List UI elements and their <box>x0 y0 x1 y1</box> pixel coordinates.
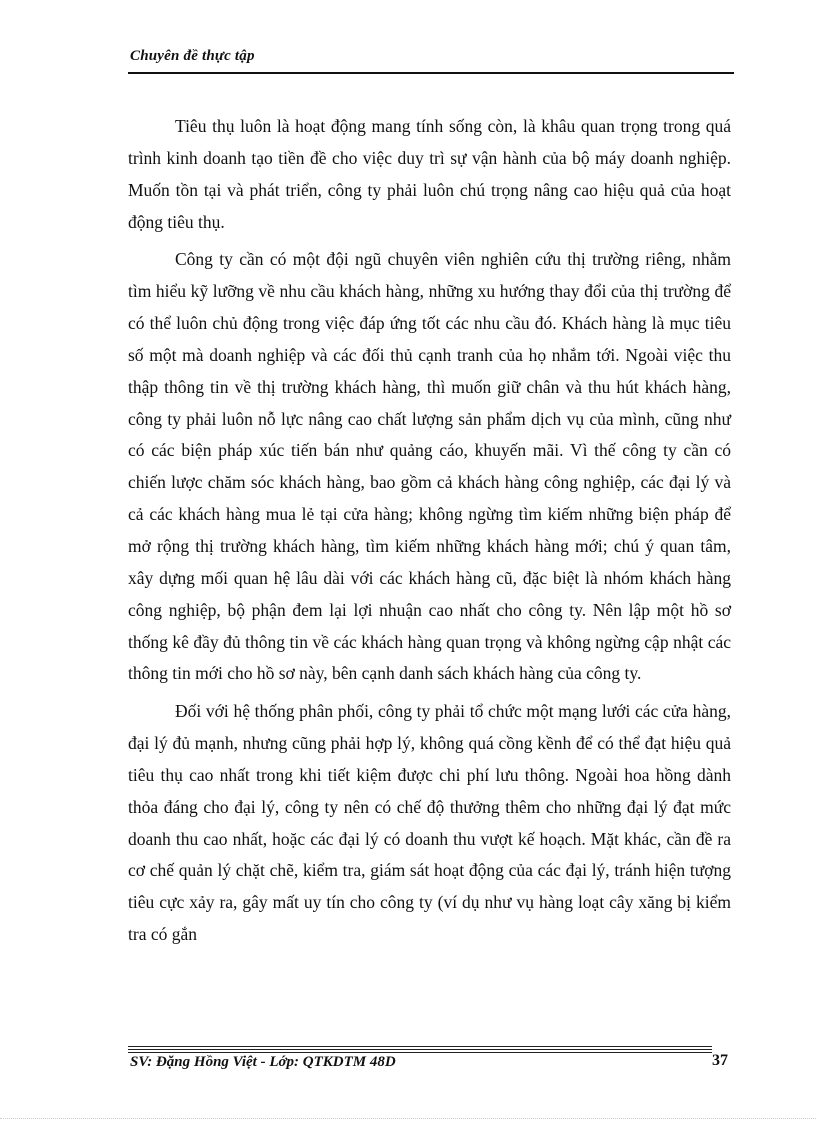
document-body <box>128 111 731 957</box>
page-header <box>128 48 734 74</box>
header-rule <box>128 72 734 74</box>
footer-rule <box>128 1049 712 1050</box>
header-title: Chuyên đề thực tập <box>130 48 255 64</box>
page-footer <box>128 1040 734 1080</box>
footer-rule <box>128 1046 712 1047</box>
footer-student-info: SV: Đặng Hồng Việt - Lớp: QTKDTM 48D <box>130 1054 396 1070</box>
paragraph-1: Tiêu thụ luôn là hoạt động mang tính sống còn, là khâu quan trọng trong quá trình kinh doanh tạo tiền đề cho việc duy trì sự vận hành của bộ máy doanh nghiệp. Muốn tồn tại và phát triển, công ty phải luôn chú trọng nâng cao hiệu quả của hoạt động tiêu thụ. <box>128 116 731 232</box>
paragraph-2: Công ty cần có một đội ngũ chuyên viên nghiên cứu thị trường riêng, nhằm tìm hiểu kỹ lưỡng về nhu cầu khách hàng, những xu hướng thay đổi của thị trường để có thể luôn chủ động trong việc đáp ứng tốt các nhu cầu đó. Khách hàng là mục tiêu số một mà doanh nghiệp và các đối thủ cạnh tranh của họ nhắm tới. Ngoài việc thu thập thông tin về thị trường khách hàng, thì muốn giữ chân và thu hút khách hàng, công ty phải luôn nỗ lực nâng cao chất lượng sản phẩm dịch vụ của mình, cũng như có các biện pháp xúc tiến bán như quảng cáo, khuyến mãi. Vì thế công ty cần có chiến lược chăm sóc khách hàng, bao gồm cả khách hàng công nghiệp, các đại lý và cả các khách hàng mua lẻ tại cửa hàng; không ngừng tìm kiếm những biện pháp để mở rộng thị trường khách hàng, tìm kiếm những khách hàng mới; chú ý quan tâm, xây dựng mối quan hệ lâu dài với các khách hàng cũ, đặc biệt là nhóm khách hàng công nghiệp, bộ phận đem lại lợi nhuận cao nhất cho công ty. Nên lập một hồ sơ thống kê đầy đủ thông tin về các khách hàng quan trọng và không ngừng cập nhật các thông tin mới cho hồ sơ này, bên cạnh danh sách khách hàng của công ty. <box>128 249 731 684</box>
footer-rule <box>128 1052 712 1053</box>
page-edge-divider <box>0 1118 816 1119</box>
paragraph-3: Đối với hệ thống phân phối, công ty phải tổ chức một mạng lưới các cửa hàng, đại lý đủ mạnh, nhưng cũng phải hợp lý, không quá cồng kềnh để có thể đạt hiệu quả tiêu thụ cao nhất trong khi tiết kiệm được chi phí lưu thông. Ngoài hoa hồng dành thỏa đáng cho đại lý, công ty nên có chế độ thưởng thêm cho những đại lý đạt mức doanh thu cao nhất, hoặc các đại lý có doanh thu vượt kế hoạch. Mặt khác, cần đề ra cơ chế quản lý chặt chẽ, kiểm tra, giám sát hoạt động của các đại lý, tránh hiện tượng tiêu cực xảy ra, gây mất uy tín cho công ty (ví dụ như vụ hàng loạt cây xăng bị kiểm tra có gắn <box>128 701 731 945</box>
page-number: 37 <box>712 1052 728 1069</box>
